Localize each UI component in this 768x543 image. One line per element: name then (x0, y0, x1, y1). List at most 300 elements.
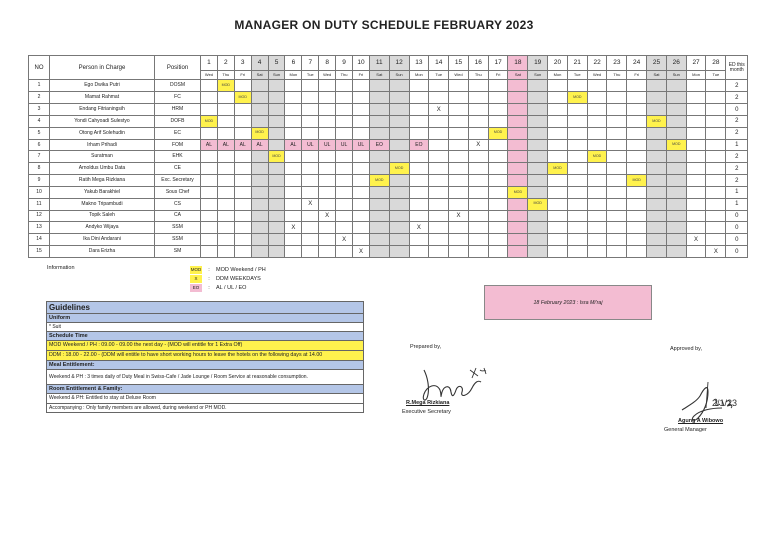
schedule-cell-empty (647, 246, 667, 258)
row-total: 2 (726, 115, 748, 127)
schedule-cell-empty (706, 92, 726, 104)
schedule-cell-empty (449, 246, 469, 258)
schedule-cell-empty (369, 80, 389, 92)
schedule-cell-empty (369, 163, 389, 175)
schedule-cell-empty (706, 151, 726, 163)
schedule-cell-empty (429, 115, 449, 127)
uniform-text: * Suit (47, 323, 363, 332)
schedule-cell-empty (353, 210, 370, 222)
schedule-cell-empty (528, 92, 548, 104)
schedule-cell-empty (369, 246, 389, 258)
header-weekday: Wed (587, 71, 607, 80)
header-weekday: Sat (369, 71, 389, 80)
schedule-cell-empty (336, 186, 353, 198)
schedule-cell-empty (706, 234, 726, 246)
schedule-cell-empty (647, 92, 667, 104)
header-day: 7 (302, 56, 319, 71)
schedule-cell-empty (627, 151, 647, 163)
schedule-cell-empty (234, 198, 251, 210)
schedule-cell: MOD (508, 186, 528, 198)
schedule-cell-empty (389, 222, 409, 234)
schedule-cell-empty (567, 210, 587, 222)
schedule-cell-empty (302, 222, 319, 234)
schedule-cell-empty (302, 246, 319, 258)
schedule-cell-empty (217, 186, 234, 198)
meal-heading: Meal Entitlement: (47, 361, 363, 370)
schedule-cell-empty (251, 151, 268, 163)
schedule-cell-empty (528, 210, 548, 222)
schedule-mod-text: MOD Weekend / PH : 09.00 - 09.00 the next day - (MOD will entitle for 1 Extra Off) (47, 341, 363, 351)
schedule-time-heading: Schedule Time (47, 332, 363, 341)
preparer-name: R.Mega Rizkiana (406, 400, 450, 406)
schedule-cell-empty (285, 104, 302, 116)
schedule-cell-empty (251, 80, 268, 92)
schedule-cell-empty (251, 246, 268, 258)
header-day: 27 (686, 56, 706, 71)
schedule-cell-empty (508, 151, 528, 163)
schedule-cell-empty (285, 246, 302, 258)
schedule-cell-empty (488, 175, 508, 187)
schedule-cell-empty (666, 175, 686, 187)
schedule-cell-empty (548, 175, 568, 187)
schedule-cell-empty (607, 163, 627, 175)
header-day: 14 (429, 56, 449, 71)
schedule-cell-empty (449, 175, 469, 187)
schedule-cell-empty (268, 115, 285, 127)
schedule-cell-empty (285, 175, 302, 187)
schedule-cell: X (302, 198, 319, 210)
schedule-cell-empty (234, 234, 251, 246)
schedule-cell-empty (647, 234, 667, 246)
schedule-cell-empty (508, 198, 528, 210)
schedule-cell-empty (548, 246, 568, 258)
schedule-cell-empty (201, 80, 218, 92)
schedule-cell-empty (528, 234, 548, 246)
schedule-cell-empty (285, 198, 302, 210)
schedule-cell-empty (251, 222, 268, 234)
schedule-ddm-text: DDM : 18.00 - 22.00 - (DDM will entitle to have short working hours to leave the hotels on the following days at 14.00 (47, 351, 363, 361)
schedule-cell-empty (285, 186, 302, 198)
schedule-cell-empty (686, 104, 706, 116)
row-name: Arnoldus Umbu Data (50, 163, 155, 175)
header-weekday: Tue (706, 71, 726, 80)
schedule-cell-empty (336, 163, 353, 175)
schedule-cell: X (449, 210, 469, 222)
header-day: 4 (251, 56, 268, 71)
schedule-cell-empty (251, 92, 268, 104)
schedule-cell-empty (686, 222, 706, 234)
schedule-cell-empty (647, 151, 667, 163)
schedule-cell-empty (319, 104, 336, 116)
row-name: Ratih Mega Rizkiana (50, 175, 155, 187)
row-position: CA (155, 210, 201, 222)
schedule-cell-empty (429, 163, 449, 175)
row-name: Dara Erizha (50, 246, 155, 258)
schedule-cell-empty (201, 186, 218, 198)
schedule-table (28, 55, 748, 258)
schedule-cell-empty (567, 175, 587, 187)
schedule-cell-empty (268, 198, 285, 210)
schedule-cell-empty (587, 198, 607, 210)
schedule-cell-empty (567, 127, 587, 139)
legend-key-mod: MOD (190, 267, 202, 272)
schedule-cell-empty (336, 151, 353, 163)
legend-key-eo: EO (190, 284, 202, 292)
schedule-cell: MOD (647, 115, 667, 127)
header-position: Position (155, 56, 201, 80)
schedule-cell-empty (302, 234, 319, 246)
header-day: 17 (488, 56, 508, 71)
schedule-cell-empty (686, 151, 706, 163)
schedule-cell-empty (389, 234, 409, 246)
schedule-cell-empty (389, 92, 409, 104)
header-day: 10 (353, 56, 370, 71)
header-person: Person in Charge (50, 56, 155, 80)
schedule-cell-empty (336, 246, 353, 258)
schedule-cell-empty (201, 210, 218, 222)
schedule-cell-empty (429, 246, 449, 258)
schedule-cell-empty (336, 198, 353, 210)
row-total: 0 (726, 104, 748, 116)
schedule-cell-empty (319, 127, 336, 139)
schedule-cell-empty (587, 104, 607, 116)
schedule-cell-empty (468, 175, 488, 187)
schedule-cell-empty (587, 246, 607, 258)
schedule-cell-empty (319, 246, 336, 258)
schedule-cell-empty (409, 210, 429, 222)
schedule-cell-empty (353, 222, 370, 234)
schedule-cell-empty (647, 104, 667, 116)
schedule-cell-empty (508, 115, 528, 127)
row-name: Andyko Wijaya (50, 222, 155, 234)
schedule-cell-empty (449, 92, 469, 104)
header-weekday: Wed (319, 71, 336, 80)
legend (190, 265, 266, 292)
schedule-cell-empty (488, 246, 508, 258)
header-weekday: Sat (647, 71, 667, 80)
header-weekday: Tue (429, 71, 449, 80)
schedule-cell-empty (488, 151, 508, 163)
row-no: 13 (29, 222, 50, 234)
header-weekday: Sat (251, 71, 268, 80)
schedule-cell-empty (528, 175, 548, 187)
legend-text-mod: MOD Weekend / PH (216, 266, 266, 273)
guidelines-title: Guidelines (47, 302, 363, 314)
schedule-cell-empty (268, 186, 285, 198)
schedule-cell-empty (508, 163, 528, 175)
schedule-cell-empty (627, 246, 647, 258)
legend-text-x: DDM WEEKDAYS (216, 275, 261, 282)
schedule-cell-empty (217, 222, 234, 234)
schedule-cell-empty (548, 139, 568, 151)
schedule-cell-empty (268, 163, 285, 175)
schedule-cell-empty (607, 246, 627, 258)
schedule-cell-empty (627, 80, 647, 92)
schedule-cell-empty (389, 139, 409, 151)
schedule-cell-empty (409, 246, 429, 258)
preparer-role: Executive Secretary (402, 409, 451, 415)
schedule-cell-empty (201, 198, 218, 210)
row-total: 2 (726, 163, 748, 175)
schedule-cell-empty (353, 234, 370, 246)
schedule-cell-empty (666, 151, 686, 163)
header-weekday: Thu (217, 71, 234, 80)
schedule-cell-empty (319, 80, 336, 92)
schedule-cell-empty (647, 139, 667, 151)
schedule-cell-empty (217, 175, 234, 187)
schedule-cell-empty (627, 234, 647, 246)
schedule-cell-empty (217, 198, 234, 210)
approver-name: Agung A Wibowo (678, 418, 724, 424)
schedule-cell: AL (201, 139, 218, 151)
schedule-cell-empty (706, 115, 726, 127)
schedule-cell: AL (217, 139, 234, 151)
schedule-cell-empty (587, 210, 607, 222)
schedule-cell-empty (268, 127, 285, 139)
schedule-cell-empty (468, 151, 488, 163)
schedule-cell-empty (468, 127, 488, 139)
schedule-cell-empty (686, 163, 706, 175)
schedule-cell-empty (353, 127, 370, 139)
approved-label: Approved by, (670, 346, 703, 352)
schedule-cell-empty (468, 80, 488, 92)
header-weekday: Tue (302, 71, 319, 80)
schedule-cell-empty (468, 234, 488, 246)
schedule-cell-empty (488, 198, 508, 210)
schedule-cell-empty (319, 186, 336, 198)
header-weekday: Sun (389, 71, 409, 80)
header-weekday: Mon (686, 71, 706, 80)
schedule-cell-empty (607, 151, 627, 163)
accompanying-text: Accompanying : Only family members are allowed, during weekend or PH MOD. (49, 404, 227, 411)
schedule-cell-empty (369, 151, 389, 163)
schedule-cell-empty (336, 210, 353, 222)
schedule-cell-empty (548, 198, 568, 210)
schedule-cell-empty (686, 92, 706, 104)
schedule-cell: X (468, 139, 488, 151)
header-weekday: Thu (607, 71, 627, 80)
schedule-cell-empty (369, 104, 389, 116)
schedule-cell-empty (528, 186, 548, 198)
schedule-cell-empty (336, 115, 353, 127)
schedule-cell-empty (217, 163, 234, 175)
row-total: 1 (726, 186, 748, 198)
schedule-cell-empty (449, 222, 469, 234)
schedule-cell-empty (302, 127, 319, 139)
table-row (29, 210, 748, 222)
schedule-cell-empty (429, 151, 449, 163)
schedule-cell-empty (389, 115, 409, 127)
schedule-cell-empty (217, 234, 234, 246)
schedule-cell-empty (488, 139, 508, 151)
row-total: 1 (726, 139, 748, 151)
schedule-cell-empty (389, 127, 409, 139)
schedule-cell-empty (389, 80, 409, 92)
row-no: 12 (29, 210, 50, 222)
schedule-cell-empty (567, 104, 587, 116)
table-row (29, 222, 748, 234)
schedule-cell-empty (251, 234, 268, 246)
header-weekday: Wed (201, 71, 218, 80)
row-name: Ego Dwika Putri (50, 80, 155, 92)
schedule-cell: X (429, 104, 449, 116)
schedule-cell-empty (666, 104, 686, 116)
row-name: Otong Arif Solehudin (50, 127, 155, 139)
schedule-cell-empty (285, 115, 302, 127)
schedule-cell-empty (389, 175, 409, 187)
schedule-cell-empty (389, 246, 409, 258)
schedule-cell-empty (234, 104, 251, 116)
header-weekday: Thu (468, 71, 488, 80)
header-weekday: Thu (336, 71, 353, 80)
schedule-cell-empty (587, 163, 607, 175)
schedule-cell-empty (217, 92, 234, 104)
schedule-cell-empty (449, 186, 469, 198)
row-name: Suratman (50, 151, 155, 163)
schedule-cell: MOD (234, 92, 251, 104)
schedule-cell-empty (627, 92, 647, 104)
schedule-cell-empty (508, 175, 528, 187)
schedule-cell-empty (706, 127, 726, 139)
schedule-cell-empty (508, 127, 528, 139)
schedule-cell-empty (627, 139, 647, 151)
schedule-cell-empty (706, 139, 726, 151)
header-weekday: Fri (353, 71, 370, 80)
schedule-cell-empty (336, 80, 353, 92)
schedule-cell-empty (319, 198, 336, 210)
schedule-cell-empty (508, 234, 528, 246)
schedule-cell: X (706, 246, 726, 258)
schedule-cell-empty (449, 198, 469, 210)
schedule-cell-empty (468, 246, 488, 258)
schedule-cell-empty (567, 115, 587, 127)
row-total: 2 (726, 80, 748, 92)
header-day: 15 (449, 56, 469, 71)
schedule-cell-empty (548, 234, 568, 246)
schedule-cell-empty (449, 104, 469, 116)
schedule-cell-empty (409, 104, 429, 116)
schedule-cell-empty (389, 104, 409, 116)
schedule-cell-empty (369, 234, 389, 246)
schedule-cell-empty (302, 92, 319, 104)
schedule-cell-empty (201, 234, 218, 246)
table-row (29, 163, 748, 175)
room-text: Weekend & PH: Entitled to stay at Deluxe Room (47, 394, 363, 403)
schedule-cell-empty (686, 186, 706, 198)
schedule-cell-empty (429, 210, 449, 222)
schedule-cell-empty (686, 115, 706, 127)
schedule-cell: X (409, 222, 429, 234)
schedule-cell-empty (567, 234, 587, 246)
schedule-cell-empty (285, 80, 302, 92)
uniform-heading: Uniform (47, 314, 363, 323)
schedule-cell-empty (686, 80, 706, 92)
schedule-cell-empty (429, 198, 449, 210)
room-heading: Room Entitlement & Family: (47, 385, 363, 394)
schedule-cell-empty (319, 234, 336, 246)
schedule-cell-empty (353, 198, 370, 210)
preparer-signature (418, 360, 494, 404)
schedule-cell-empty (369, 115, 389, 127)
schedule-cell-empty (647, 210, 667, 222)
schedule-cell-empty (251, 163, 268, 175)
schedule-cell-empty (429, 222, 449, 234)
schedule-cell-empty (666, 92, 686, 104)
schedule-cell-empty (548, 127, 568, 139)
schedule-cell-empty (201, 127, 218, 139)
schedule-cell-empty (201, 175, 218, 187)
row-position: DOSM (155, 80, 201, 92)
schedule-cell-empty (567, 222, 587, 234)
header-day: 2 (217, 56, 234, 71)
header-weekday: Mon (409, 71, 429, 80)
schedule-cell-empty (666, 163, 686, 175)
schedule-cell-empty (647, 175, 667, 187)
schedule-cell-empty (302, 80, 319, 92)
schedule-cell-empty (409, 186, 429, 198)
schedule-cell-empty (251, 210, 268, 222)
schedule-cell-empty (567, 151, 587, 163)
schedule-cell-empty (234, 127, 251, 139)
schedule-cell: MOD (201, 115, 218, 127)
header-day: 18 (508, 56, 528, 71)
schedule-cell-empty (369, 222, 389, 234)
header-weekday: Fri (488, 71, 508, 80)
schedule-cell-empty (468, 210, 488, 222)
legend-key-x: X (190, 275, 202, 283)
schedule-cell-empty (488, 80, 508, 92)
schedule-cell: UL (336, 139, 353, 151)
schedule-cell-empty (389, 210, 409, 222)
schedule-cell-empty (528, 80, 548, 92)
schedule-cell: MOD (369, 175, 389, 187)
schedule-cell-empty (251, 175, 268, 187)
schedule-cell-empty (567, 246, 587, 258)
legend-item-eo (190, 283, 266, 292)
schedule-cell-empty (251, 104, 268, 116)
schedule-cell-empty (429, 80, 449, 92)
schedule-cell-empty (285, 151, 302, 163)
holiday-note: 18 February 2023 : Isra Mi'raj (484, 285, 652, 320)
schedule-cell-empty (548, 80, 568, 92)
row-position: FC (155, 92, 201, 104)
schedule-cell-empty (353, 151, 370, 163)
schedule-cell-empty (353, 92, 370, 104)
schedule-cell-empty (686, 210, 706, 222)
schedule-cell-empty (607, 222, 627, 234)
schedule-cell-empty (319, 163, 336, 175)
table-row (29, 186, 748, 198)
schedule-cell-empty (607, 115, 627, 127)
schedule-cell-empty (449, 127, 469, 139)
schedule-cell-empty (429, 175, 449, 187)
row-no: 9 (29, 175, 50, 187)
row-no: 11 (29, 198, 50, 210)
header-day: 25 (647, 56, 667, 71)
schedule-cell-empty (302, 163, 319, 175)
schedule-cell: MOD (548, 163, 568, 175)
schedule-cell-empty (607, 210, 627, 222)
schedule-cell-empty (409, 115, 429, 127)
header-day: 12 (389, 56, 409, 71)
schedule-cell-empty (627, 104, 647, 116)
table-row (29, 80, 748, 92)
schedule-cell-empty (449, 234, 469, 246)
row-total: 1 (726, 198, 748, 210)
schedule-cell-empty (488, 163, 508, 175)
prepared-label: Prepared by, (410, 344, 442, 350)
schedule-cell-empty (468, 198, 488, 210)
